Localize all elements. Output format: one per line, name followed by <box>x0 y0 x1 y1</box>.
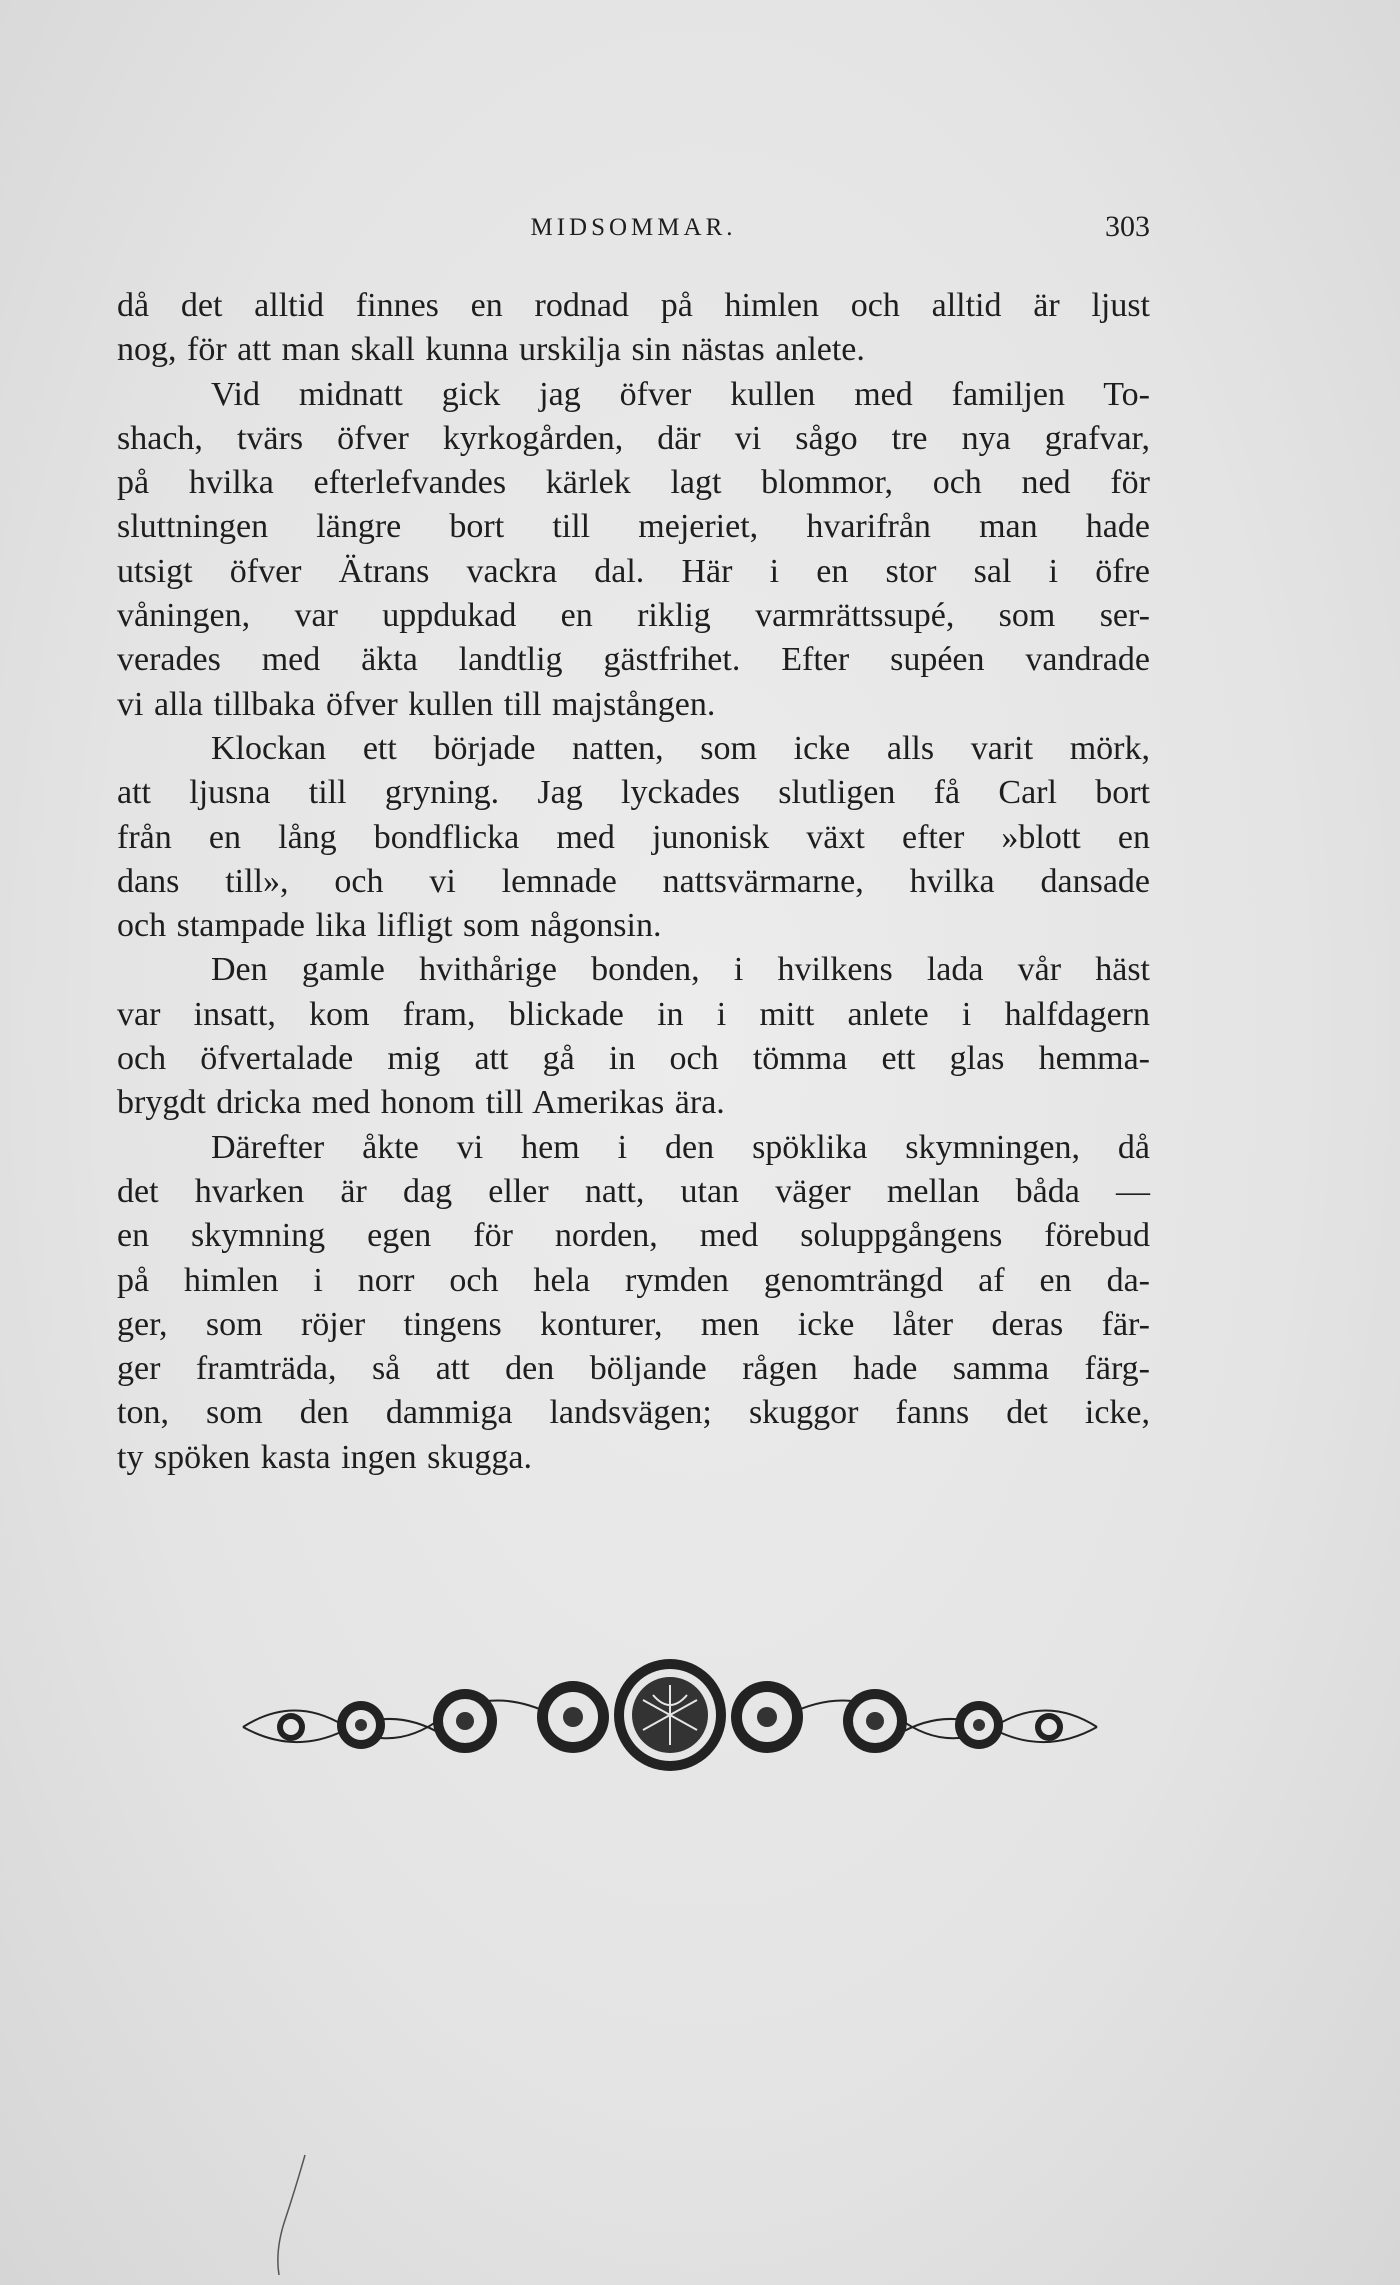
text-line: från en lång bondflicka med junonisk växt efter »blott en <box>117 818 1150 856</box>
paragraph <box>117 727 1150 948</box>
text-line: brygdt dricka med honom till Amerikas ära. <box>117 1084 725 1122</box>
text-line: ty spöken kasta ingen skugga. <box>117 1438 532 1476</box>
text-line: att ljusna till gryning. Jag lyckades slutligen få Carl bort <box>117 774 1150 812</box>
text-line: och öfvertalade mig att gå in och tömma ett glas hemma- <box>117 1040 1150 1078</box>
text-line: en skymning egen för norden, med soluppgångens förebud <box>117 1217 1150 1255</box>
text-line: Därefter åkte vi hem i den spöklika skymningen, då <box>211 1128 1150 1166</box>
text-line: sluttningen längre bort till mejeriet, hvarifrån man hade <box>117 508 1150 546</box>
text-line: shach, tvärs öfver kyrkogården, där vi sågo tre nya grafvar, <box>117 419 1150 457</box>
text-line: Den gamle hvithårige bonden, i hvilkens lada vår häst <box>211 951 1150 989</box>
text-line: vi alla tillbaka öfver kullen till majstången. <box>117 685 716 723</box>
text-line: då det alltid finnes en rodnad på himlen och alltid är ljust <box>117 287 1150 324</box>
running-head: MIDSOMMAR. <box>530 214 737 241</box>
text-line: verades med äkta landtlig gästfrihet. Efter supéen vandrade <box>117 641 1150 679</box>
text-line: nog, för att man skall kunna urskilja sin nästas anlete. <box>117 331 865 369</box>
text-line: Klockan ett började natten, som icke alls varit mörk, <box>211 729 1150 767</box>
paragraph <box>117 373 1150 727</box>
paragraph <box>117 948 1150 1125</box>
floral-ornament-icon <box>233 1655 1107 1775</box>
text-line: det hvarken är dag eller natt, utan väger mellan båda — <box>117 1172 1150 1210</box>
text-line: utsigt öfver Ätrans vackra dal. Här i en stor sal i öfre <box>117 552 1150 590</box>
text-line: på hvilka efterlefvandes kärlek lagt blommor, och ned för <box>117 464 1150 502</box>
page-number: 303 <box>1105 210 1150 243</box>
pencil-mark <box>265 2150 315 2280</box>
body-text <box>117 284 1150 1480</box>
paragraph <box>117 1126 1150 1480</box>
text-line: på himlen i norr och hela rymden genomträngd af en da- <box>117 1261 1150 1299</box>
page-header <box>117 208 1150 248</box>
text-line: dans till», och vi lemnade nattsvärmarne, hvilka dansade <box>117 862 1150 900</box>
text-line: ton, som den dammiga landsvägen; skuggor fanns det icke, <box>117 1394 1150 1432</box>
paragraph <box>117 284 1150 373</box>
text-line: våningen, var uppdukad en riklig varmrättssupé, som ser- <box>117 597 1150 635</box>
text-line: var insatt, kom fram, blickade in i mitt anlete i halfdagern <box>117 995 1150 1033</box>
text-line: ger, som röjer tingens konturer, men icke låter deras fär- <box>117 1305 1150 1343</box>
text-line: Vid midnatt gick jag öfver kullen med familjen To- <box>211 375 1150 413</box>
text-line: och stampade lika lifligt som någonsin. <box>117 907 662 945</box>
text-line: ger framträda, så att den böljande rågen hade samma färg- <box>117 1350 1150 1388</box>
